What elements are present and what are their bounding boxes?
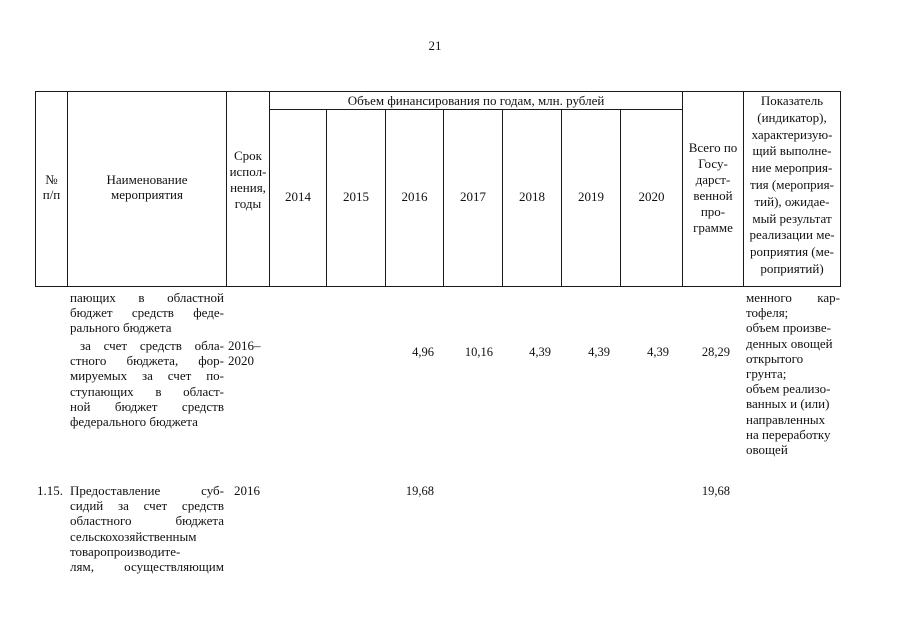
header-col-indicator: Показатель (индикатор), характеризую- щий выполне- ние мероприя- тия (мероприя- тий), ожидае- мый результат реализации ме- роприятия (ме- роприятий): [749, 93, 835, 276]
header-year-2018: 2018: [519, 189, 545, 204]
header-year-2020: 2020: [638, 189, 665, 204]
header-col-total: Всего по Госу- дарст- венной про- грамме: [688, 140, 738, 235]
header-year-2014: 2014: [285, 189, 311, 204]
row-regional-2020: 4,39: [647, 345, 669, 359]
row-115-name: Предоставление суб- сидий за счет средств областного бюджета сельскохозяйственным товаропроизводите- лям, осуществляющим: [70, 483, 224, 575]
header-col-term: Срок испол- нения, годы: [229, 148, 267, 211]
header-year-2016: 2016: [401, 189, 428, 204]
row-continuation-name: пающих в областной бюджет средств феде- рального бюджета: [70, 290, 224, 336]
header-col-number: № п/п: [42, 172, 61, 202]
row-regional-total: 28,29: [701, 345, 730, 359]
row-115-2016: 19,68: [405, 484, 434, 498]
header-year-2015: 2015: [343, 189, 369, 204]
page-number: 21: [428, 38, 442, 53]
row-regional-2016: 4,96: [412, 345, 434, 359]
row-regional-name: за счет средств обла- стного бюджета, фор- мируемых за счет по- ступающих в област- ной бюджет средств федерального бюджета: [70, 338, 224, 430]
row-indicator-text: менного кар- тофеля; объем произве- денных овощей открытого грунта; объем реализо- ванных и (или) направленных на переработку овощей: [746, 290, 840, 458]
header-year-2017: 2017: [460, 189, 486, 204]
header-year-2019: 2019: [578, 189, 604, 204]
row-regional-term: 2016– 2020: [228, 338, 261, 369]
row-regional-2019: 4,39: [588, 345, 610, 359]
row-115-term: 2016: [234, 483, 260, 498]
row-115-number: 1.15.: [37, 483, 63, 498]
row-115-total: 19,68: [701, 484, 730, 498]
row-regional-2017: 10,16: [464, 345, 493, 359]
row-regional-2018: 4,39: [529, 345, 551, 359]
header-col-name: Наименование мероприятия: [106, 172, 188, 202]
header-funding-group: Объем финансирования по годам, млн. рублей: [347, 93, 605, 108]
